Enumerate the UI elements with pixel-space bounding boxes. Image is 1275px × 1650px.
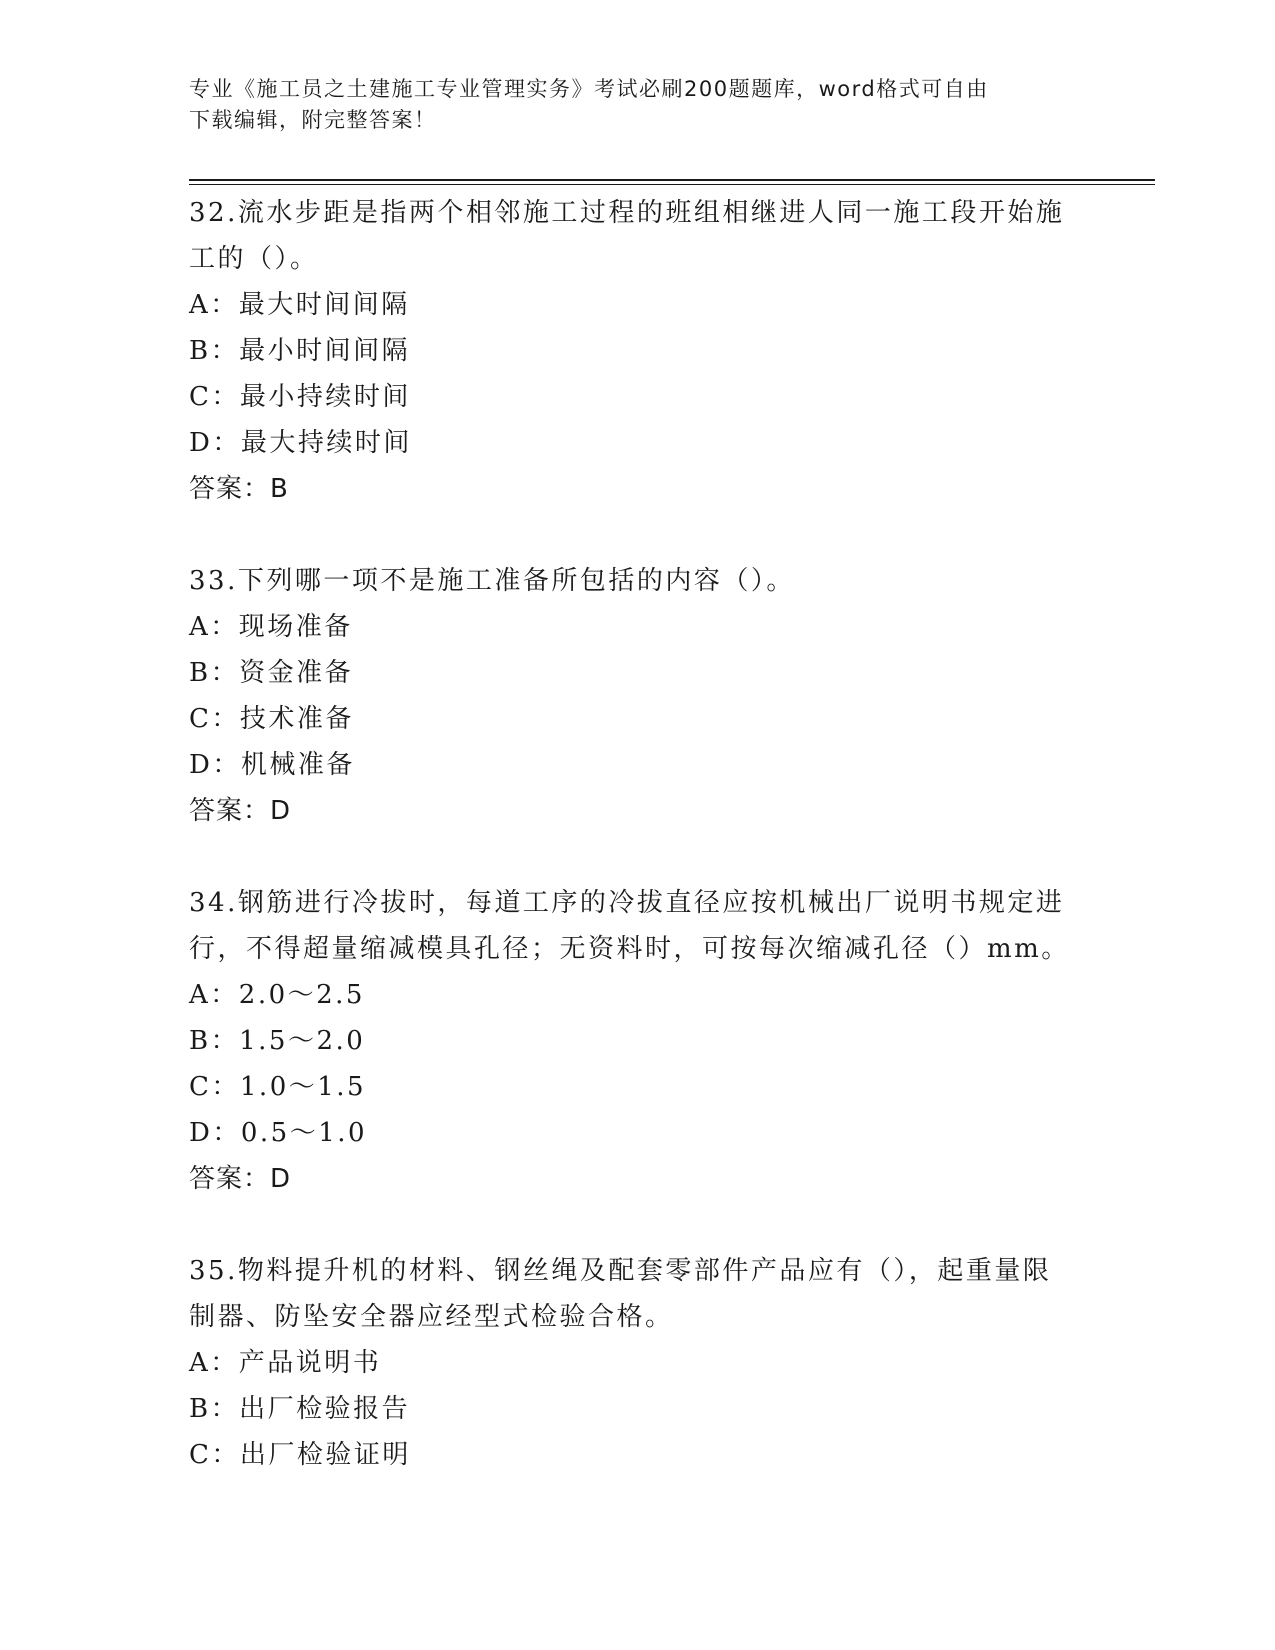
option-d: D：最大持续时间 [189,428,412,458]
answer-line: 答案：D [189,796,292,826]
question-stem-line: 制器、防坠安全器应经型式检验合格。 [189,1302,674,1332]
question-stem-line: 33.下列哪一项不是施工准备所包括的内容（）。 [189,566,795,596]
question-stem-line: 行，不得超量缩减模具孔径；无资料时，可按每次缩减孔径（）mm。 [189,934,1070,964]
option-c: C：出厂检验证明 [189,1440,411,1470]
answer-line: 答案：B [189,474,289,504]
option-b: B：出厂检验报告 [189,1394,411,1424]
question-34 [189,880,1089,1202]
option-c: C：最小持续时间 [189,382,411,412]
header-divider-thick [189,179,1155,181]
question-stem-line: 35.物料提升机的材料、钢丝绳及配套零部件产品应有（），起重量限 [189,1256,1052,1286]
option-a: A：现场准备 [189,612,353,642]
question-stem-line: 工的（）。 [189,244,319,274]
option-b: B：资金准备 [189,658,354,688]
option-b: B：1.5～2.0 [189,1026,366,1056]
header-line-1: 专业《施工员之土建施工专业管理实务》考试必刷200题题库，word格式可自由 [189,77,989,101]
question-stem-line: 34.钢筋进行冷拔时，每道工序的冷拔直径应按机械出厂说明书规定进 [189,888,1065,918]
option-c: C：1.0～1.5 [189,1072,367,1102]
question-35 [189,1248,1089,1478]
option-d: D：机械准备 [189,750,355,780]
option-a: A：产品说明书 [189,1348,382,1378]
option-d: D：0.5～1.0 [189,1118,368,1148]
question-list [189,190,1089,1478]
option-a: A：最大时间间隔 [189,290,410,320]
question-32 [189,190,1089,512]
option-a: A：2.0～2.5 [189,980,365,1010]
question-33 [189,558,1089,834]
header-divider-thin [189,184,1155,185]
option-b: B：最小时间间隔 [189,336,411,366]
question-stem-line: 32.流水步距是指两个相邻施工过程的班组相继进人同一施工段开始施 [189,198,1065,228]
header-line-2: 下载编辑，附完整答案！ [189,108,437,132]
document-header [189,74,1089,136]
option-c: C：技术准备 [189,704,354,734]
answer-line: 答案：D [189,1164,292,1194]
